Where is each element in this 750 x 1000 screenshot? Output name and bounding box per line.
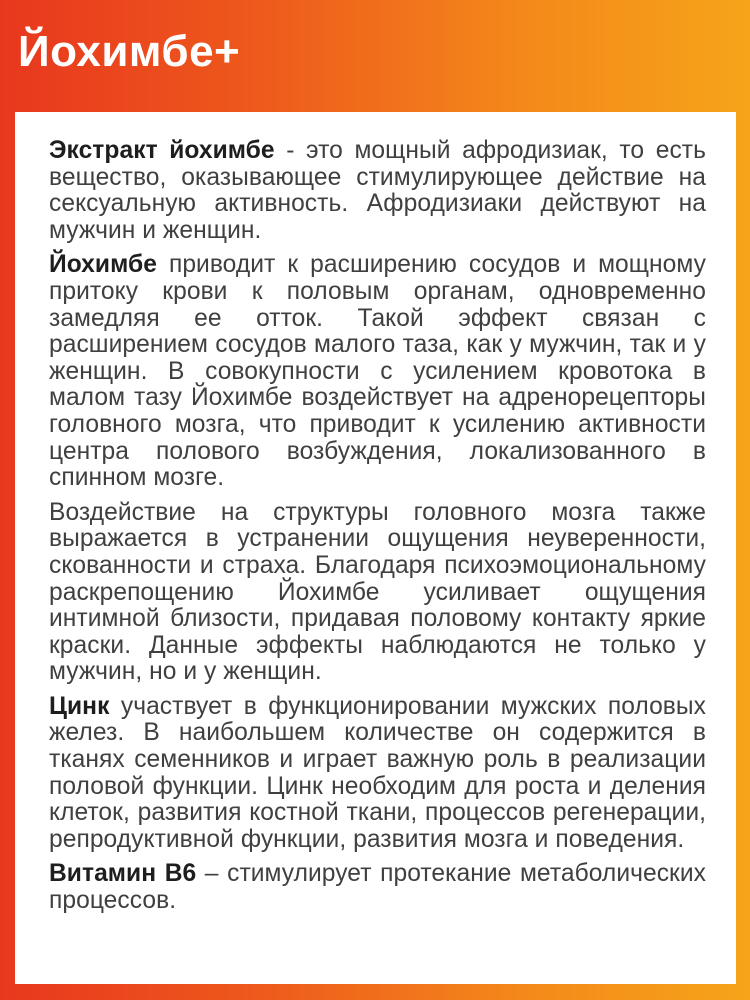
paragraph-yohimbe bbox=[49, 252, 706, 491]
paragraph-text: Воздействие на структуры головного мозга также выражается в устранении ощущения неуверенности, скованности и страха. Благодаря психоэмоциональному раскрепощению Йохимбе усиливает ощущения интимной близости, придавая половому контакту яркие краски. Данные эффекты наблюдаются не только у мужчин, но и у женщин. bbox=[49, 498, 706, 686]
term-zinc: Цинк bbox=[49, 692, 110, 720]
paragraph-yohimbe-extract bbox=[49, 138, 706, 244]
paragraph-text: участвует в функционировании мужских половых желез. В наибольшем количестве он содержится в тканях семенников и играет важную роль в реализации половой функции. Цинк необходим для роста и деления клеток, развития костной ткани, процессов регенерации, репродуктивной функции, развития мозга и поведения. bbox=[49, 692, 706, 853]
paragraph-brain-effects bbox=[49, 500, 706, 686]
term-vitamin-b6: Витамин B6 bbox=[49, 860, 197, 888]
page-title: Йохимбе+ bbox=[18, 27, 241, 76]
description-card bbox=[15, 112, 736, 984]
paragraph-text: приводит к расширению сосудов и мощному притоку крови к половым органам, одновременно замедляя ее отток. Такой эффект связан с расширением сосудов малого таза, как у мужчин, так и у женщин. В совокупности с усилением кровотока в малом тазу Йохимбе воздействует на адренорецепторы головного мозга, что приводит к усилению активности центра полового возбуждения, локализованного в спинном мозге. bbox=[49, 251, 706, 492]
term-yohimbe-extract: Экстракт йохимбе bbox=[49, 137, 275, 164]
paragraph-text: – стимулирует протекание метаболических процессов. bbox=[49, 860, 706, 915]
paragraph-vitamin-b6 bbox=[49, 861, 706, 914]
paragraph-text: - это мощный афродизиак, то есть вещество, оказывающее стимулирующее действие на сексуальную активность. Афродизиаки действуют на мужчин и женщин. bbox=[49, 137, 706, 244]
paragraph-zinc bbox=[49, 694, 706, 854]
term-yohimbe: Йохимбе bbox=[49, 251, 157, 279]
